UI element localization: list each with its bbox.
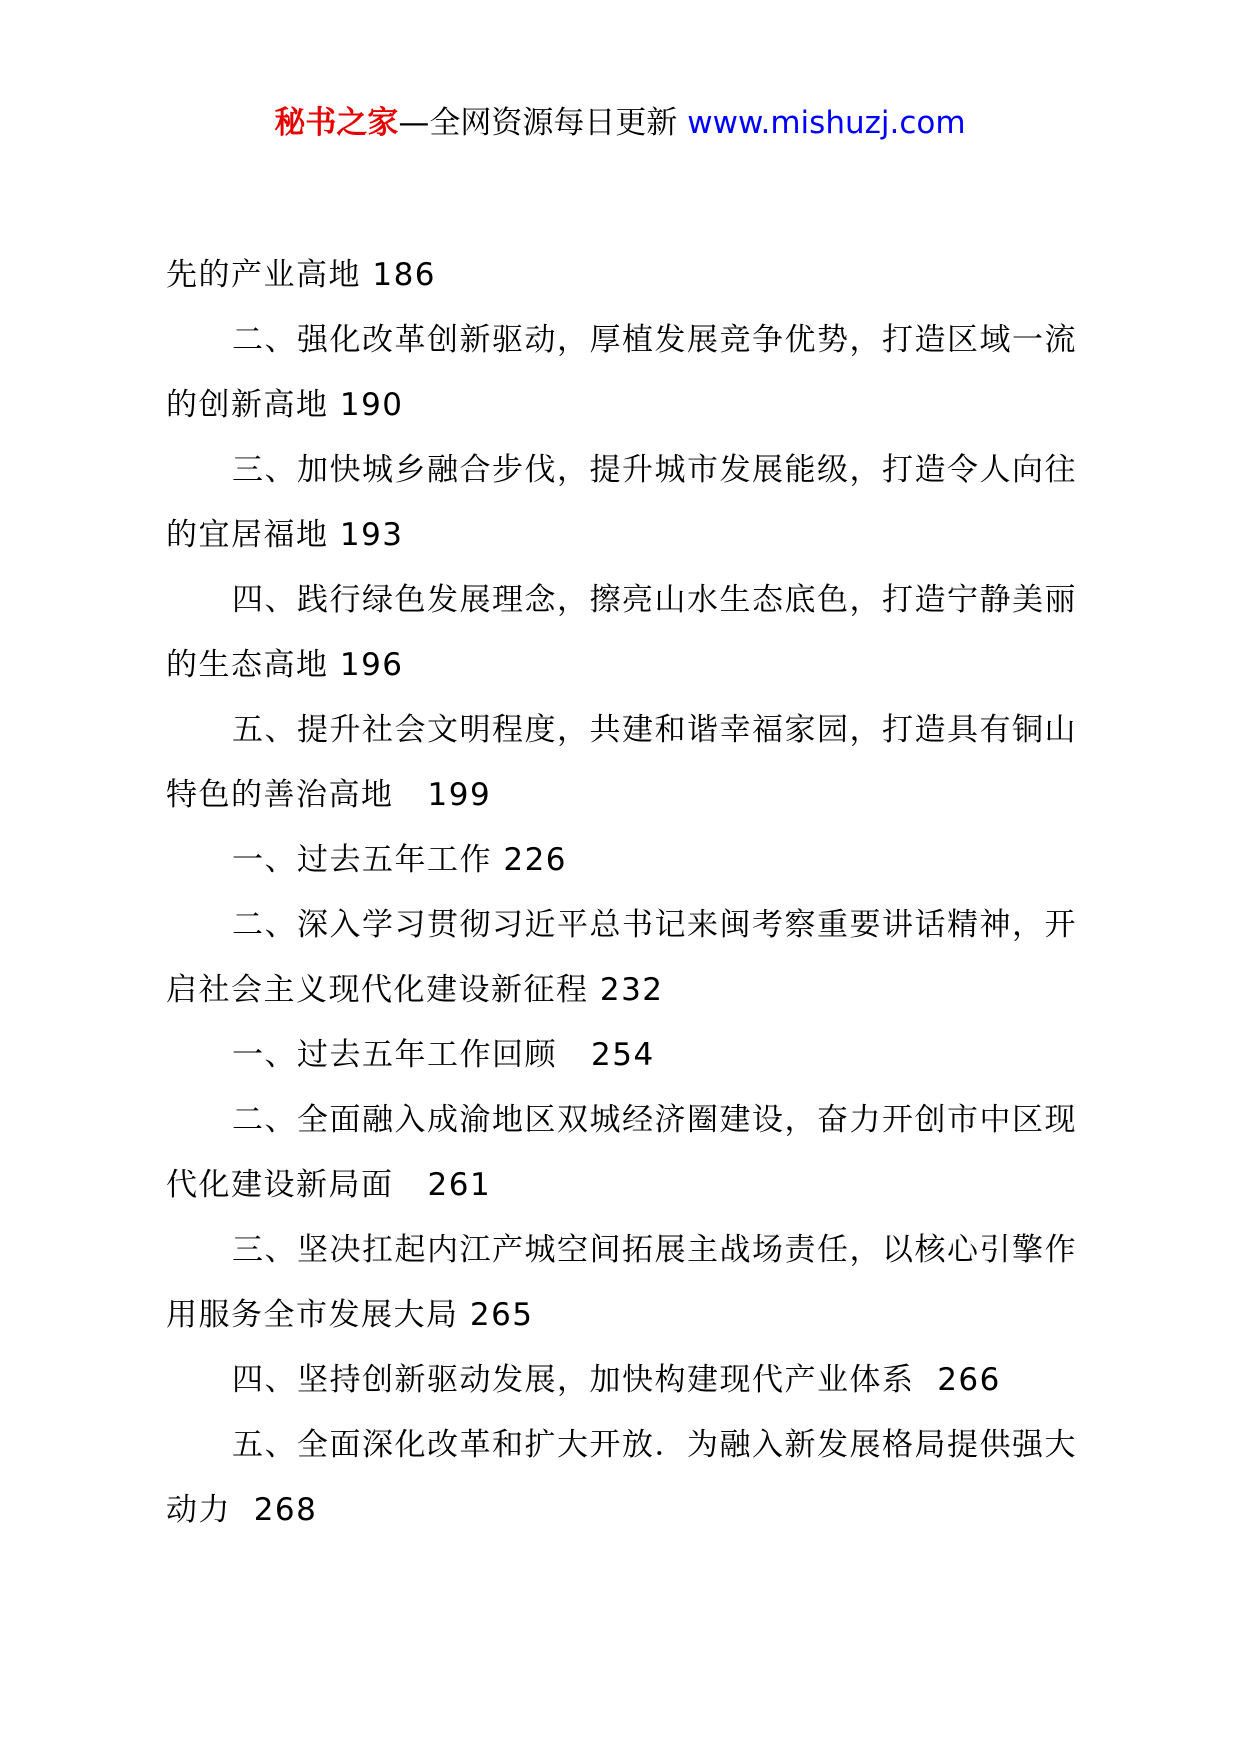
page-header: [0, 100, 1240, 146]
toc-entry: 三、加快城乡融合步伐，提升城市发展能级，打造令人向往的宜居福地 193: [166, 452, 1077, 553]
toc-entry: 一、过去五年工作 226: [232, 842, 568, 878]
toc-entry: 二、深入学习贯彻习近平总书记来闽考察重要讲话精神，开启社会主义现代化建设新征程 232: [166, 907, 1077, 1008]
toc-entry: 五、全面深化改革和扩大开放．为融入新发展格局提供强大动力 268: [166, 1427, 1077, 1528]
toc-entry: 四、践行绿色发展理念，擦亮山水生态底色，打造宁静美丽的生态高地 196: [166, 582, 1077, 683]
toc-entry: 三、坚决扛起内江产城空间拓展主战场责任，以核心引擎作用服务全市发展大局 265: [166, 1232, 1077, 1333]
site-url-link[interactable]: www.mishuzj.com: [687, 105, 966, 141]
toc-entry: 四、坚持创新驱动发展，加快构建现代产业体系 266: [232, 1362, 1001, 1398]
table-of-contents: [166, 243, 1086, 1543]
brand-name: 秘书之家: [274, 105, 399, 141]
toc-entry: 二、全面融入成渝地区双城经济圈建设，奋力开创市中区现代化建设新局面 261: [166, 1102, 1077, 1203]
toc-entry: 一、过去五年工作回顾 254: [232, 1037, 655, 1073]
toc-entry: 二、强化改革创新驱动，厚植发展竞争优势，打造区域一流的创新高地 190: [166, 322, 1077, 423]
toc-entry: 先的产业高地 186: [166, 257, 437, 293]
toc-entry: 五、提升社会文明程度，共建和谐幸福家园，打造具有铜山特色的善治高地 199: [166, 712, 1077, 813]
header-tagline: —全网资源每日更新: [398, 105, 688, 141]
